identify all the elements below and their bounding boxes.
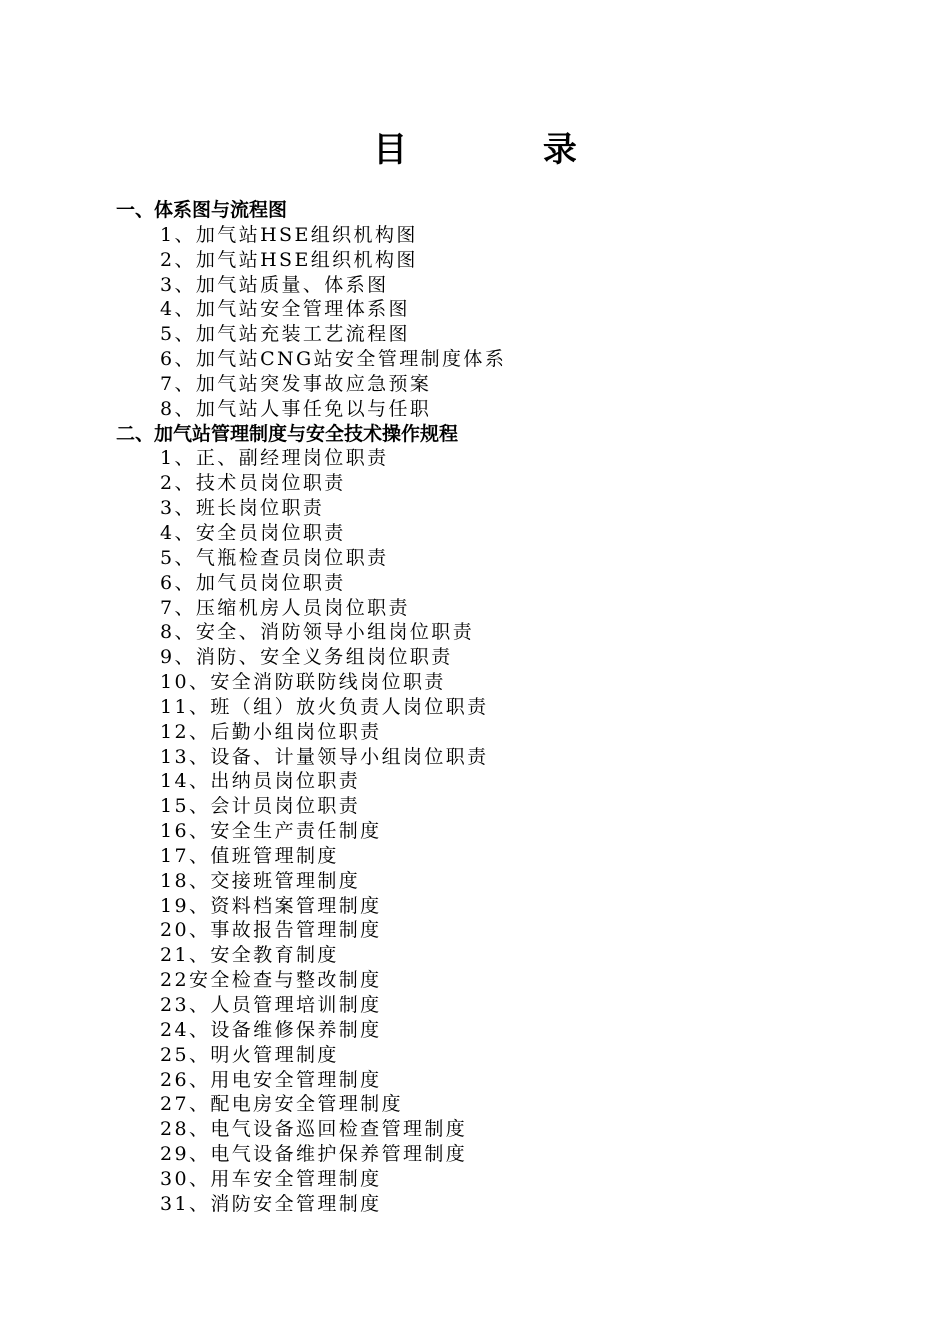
toc-item: 31、消防安全管理制度 bbox=[160, 1192, 382, 1215]
table-of-contents bbox=[0, 198, 950, 1217]
toc-item: 26、用电安全管理制度 bbox=[160, 1068, 382, 1091]
toc-item: 24、设备维修保养制度 bbox=[160, 1018, 382, 1041]
toc-item: 25、明火管理制度 bbox=[160, 1043, 339, 1066]
toc-item: 10、安全消防联防线岗位职责 bbox=[160, 671, 446, 694]
toc-item: 3、加气站质量、体系图 bbox=[160, 273, 389, 296]
toc-item: 1、加气站HSE组织机构图 bbox=[160, 223, 418, 246]
toc-section-heading: 一、体系图与流程图 bbox=[116, 199, 288, 221]
toc-item: 6、加气站CNG站安全管理制度体系 bbox=[160, 348, 507, 371]
toc-item: 7、压缩机房人员岗位职责 bbox=[160, 596, 410, 619]
toc-item: 17、值班管理制度 bbox=[160, 844, 339, 867]
toc-section-heading: 二、加气站管理制度与安全技术操作规程 bbox=[116, 422, 459, 445]
toc-item: 9、消防、安全义务组岗位职责 bbox=[160, 646, 453, 669]
toc-item: 29、电气设备维护保养管理制度 bbox=[160, 1143, 468, 1166]
toc-item: 23、人员管理培训制度 bbox=[160, 994, 382, 1016]
toc-item: 20、事故报告管理制度 bbox=[160, 919, 382, 942]
toc-item: 21、安全教育制度 bbox=[160, 944, 339, 967]
toc-item: 12、后勤小组岗位职责 bbox=[160, 720, 382, 743]
toc-item: 5、加气站充装工艺流程图 bbox=[160, 323, 410, 346]
toc-item: 28、电气设备巡回检查管理制度 bbox=[160, 1118, 468, 1141]
toc-item: 27、配电房安全管理制度 bbox=[160, 1093, 403, 1116]
toc-item: 19、资料档案管理制度 bbox=[160, 894, 382, 917]
toc-item: 16、安全生产责任制度 bbox=[160, 820, 382, 843]
toc-item: 30、用车安全管理制度 bbox=[160, 1167, 382, 1190]
toc-item: 4、加气站安全管理体系图 bbox=[160, 298, 410, 321]
page-title: 目 录 bbox=[373, 130, 639, 170]
toc-item: 2、加气站HSE组织机构图 bbox=[160, 248, 418, 271]
toc-item: 15、会计员岗位职责 bbox=[160, 795, 361, 818]
toc-item: 14、出纳员岗位职责 bbox=[160, 770, 361, 793]
toc-item: 4、安全员岗位职责 bbox=[160, 521, 346, 544]
toc-item: 13、设备、计量领导小组岗位职责 bbox=[160, 745, 489, 768]
toc-item: 8、加气站人事任免以与任职 bbox=[160, 397, 432, 420]
toc-item: 18、交接班管理制度 bbox=[160, 869, 361, 892]
toc-item: 1、正、副经理岗位职责 bbox=[160, 447, 389, 470]
toc-item: 2、技术员岗位职责 bbox=[160, 472, 346, 495]
toc-item: 6、加气员岗位职责 bbox=[160, 571, 346, 594]
toc-item: 3、班长岗位职责 bbox=[160, 497, 325, 520]
toc-item: 7、加气站突发事故应急预案 bbox=[160, 372, 432, 395]
toc-item: 5、气瓶检查员岗位职责 bbox=[160, 546, 389, 569]
toc-item: 22安全检查与整改制度 bbox=[160, 969, 382, 992]
toc-item: 8、安全、消防领导小组岗位职责 bbox=[160, 621, 475, 644]
toc-item: 11、班（组）放火负责人岗位职责 bbox=[160, 695, 489, 718]
